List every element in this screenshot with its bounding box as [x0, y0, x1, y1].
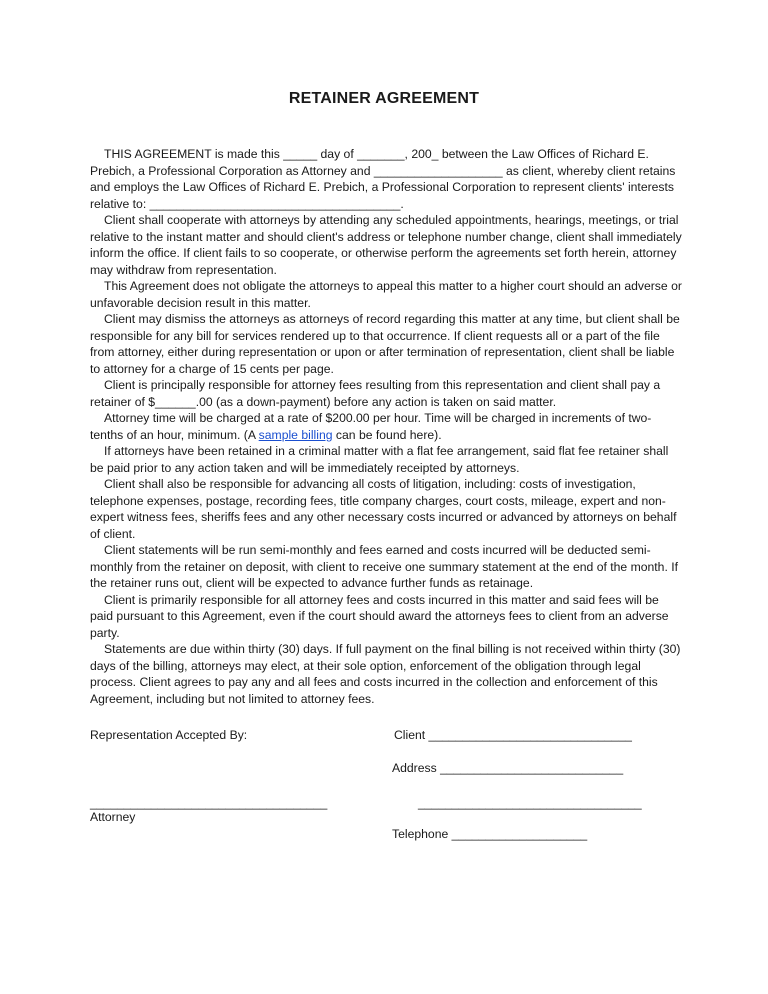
document-title: RETAINER AGREEMENT	[288, 90, 480, 107]
paragraph-responsibility: Client is primarily responsible for all attorney fees and costs incurred in this matter and said fees will be paid pursuant to this Agreement, even if the court should award the attorneys fees to client from an adverse party.	[90, 592, 669, 640]
paragraph-flat-fee: If attorneys have been retained in a criminal matter with a flat fee arrangement, said flat fee retainer shall be paid prior to any action taken and will be immediately receipted by attorneys.	[90, 444, 669, 475]
attorney-label: Attorney	[90, 810, 136, 824]
paragraph-retainer: Client is principally responsible for attorney fees resulting from this representation and client shall pay a retainer of $______.00 (as a down-payment) before any action is taken on said matter.	[90, 378, 661, 409]
client-second-signature-line: _________________________________	[418, 796, 642, 810]
telephone-line: Telephone ____________________	[392, 827, 588, 841]
paragraph-agreement-intro: THIS AGREEMENT is made this _____ day of _______, 200_ between the Law Offices of Richard E. Prebich, a Professional Corporation as Attorney and ___________________ as client, whereby client retains and employs the Law Offices of Richard E. Prebich, a Professional Corporation to represent clients' interests relative to: _____________________________________.	[90, 147, 676, 211]
billing-text-after: can be found here).	[332, 427, 442, 442]
paragraph-payment-terms: Statements are due within thirty (30) days. If full payment on the final billing is not received within thirty (30) days of the billing, attorneys may elect, at their sole option, enforcement of the obligation through legal process. Client agrees to pay any and all fees and costs incurred in the collection and enforcement of this Agreement, including but not limited to attorney fees.	[90, 642, 681, 706]
paragraph-cooperation: Client shall cooperate with attorneys by attending any scheduled appointments, hearings, meetings, or trial relative to the instant matter and should client's address or telephone number change, client shall immediately inform the office. If client fails to so cooperate, or otherwise perform the agreements set forth herein, attorney may withdraw from representation.	[90, 213, 682, 277]
paragraph-costs: Client shall also be responsible for advancing all costs of litigation, including: costs of investigation, telephone expenses, postage, recording fees, title company charges, court costs, mileage, expert and non-expert witness fees, sheriffs fees and any other necessary costs incurred or advanced by attorneys on behalf of client.	[90, 477, 677, 541]
agreement-body	[90, 146, 682, 707]
representation-accepted-label: Representation Accepted By:	[90, 728, 248, 742]
client-signature-line: Client ______________________________	[394, 728, 632, 742]
paragraph-billing-rate	[90, 410, 682, 443]
paragraph-appeal: This Agreement does not obligate the attorneys to appeal this matter to a higher court should an adverse or unfavorable decision result in this matter.	[90, 279, 682, 310]
address-line: Address ___________________________	[392, 761, 624, 775]
sample-billing-link[interactable]: sample billing	[258, 427, 333, 442]
attorney-signature-line: ___________________________________	[90, 796, 328, 810]
billing-text-before: Attorney time will be charged at a rate of $200.00 per hour. Time will be charged in increments of two-tenths of an hour, minimum. (A	[90, 411, 652, 442]
paragraph-dismissal: Client may dismiss the attorneys as attorneys of record regarding this matter at any time, but client shall be responsible for any bill for services rendered up to that occurrence. If client requests all or a part of the file from attorney, either during representation or upon or after termination of representation, client shall be liable to attorney for a charge of 15 cents per page.	[90, 312, 680, 376]
paragraph-statements: Client statements will be run semi-monthly and fees earned and costs incurred will be deducted semi-monthly from the retainer on deposit, with client to receive one summary statement at the end of the month. If the retainer runs out, client will be expected to advance further funds as retainage.	[90, 543, 679, 590]
